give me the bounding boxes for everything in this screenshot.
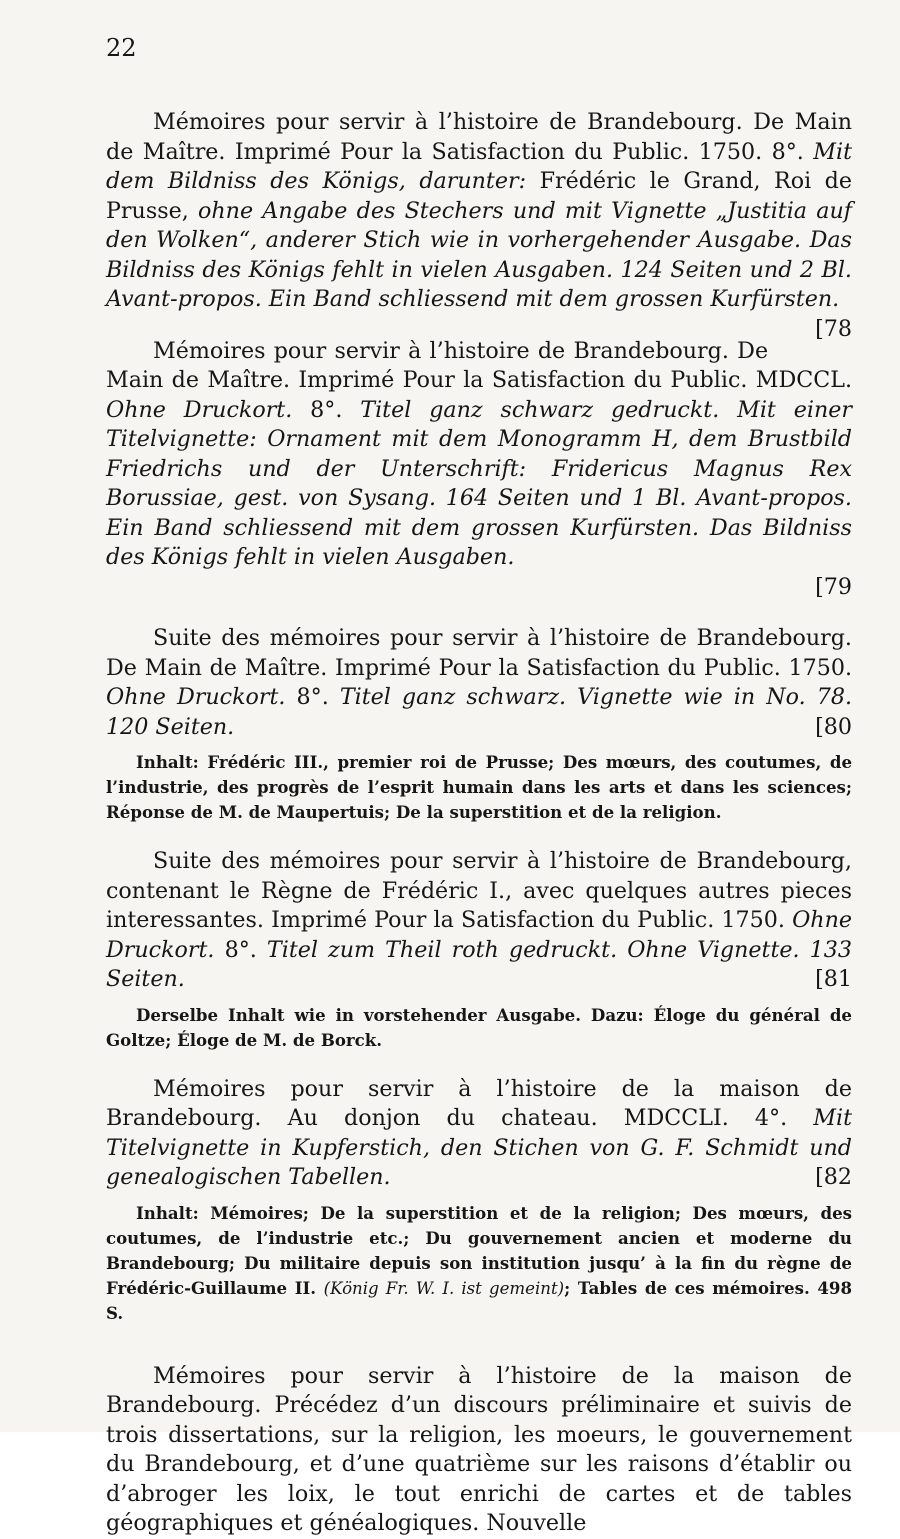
entry-title: Suite des mémoires pour servir à l’histoire de Brandebourg. De Main de Maître. Imprimé Pour la Satisfaction du Public. 1750.: [106, 625, 852, 681]
entry-number: [81: [815, 966, 852, 992]
entry-number: [78: [815, 315, 852, 342]
entry-contents-note: [106, 1201, 852, 1326]
entry-text: [106, 847, 852, 995]
entry-number: [80: [815, 713, 852, 740]
entry-text: [106, 337, 852, 603]
entry-title: Suite des mémoires pour servir à l’histoire de Brandebourg, contenant le Règne de Frédéric I., avec quelques autres pieces interessantes. Imprimé Pour la Satisfaction du Public. 1750.: [106, 848, 852, 933]
bibliography-entry-81: [106, 847, 852, 1053]
entry-description: Titel zum Theil roth gedruckt. Ohne Vignette. 133 Seiten.: [106, 936, 852, 992]
bibliography-entry-83: [106, 1362, 852, 1539]
page-number: 22: [106, 34, 137, 62]
entry-format: 8°.: [296, 684, 340, 710]
bibliography-entry-82: [106, 1075, 852, 1326]
entry-format: 8°.: [224, 936, 267, 963]
entry-inscription: Frédéric le Grand, Roi de Prusse,: [106, 168, 852, 224]
entry-number: [79: [815, 573, 852, 600]
entry-place: Ohne Druckort.: [106, 684, 297, 710]
bibliography-entry-80: [106, 624, 852, 825]
entry-format: 8°.: [310, 396, 361, 423]
entry-contents-note: Inhalt: Frédéric III., premier roi de Prusse; Des mœurs, des coutumes, de l’industrie, des progrès de l’esprit humain dans les arts et dans les sciences; Réponse de M. de Maupertuis; De la superstition et de la religion.: [106, 752, 852, 822]
entry-title: Mémoires pour servir à l’histoire de Brandebourg. De Main de Maître. Imprimé Pour la Satisfaction du Public. 1750. 8°.: [106, 109, 852, 165]
entry-text: [106, 1362, 852, 1539]
entry-contents-note: Derselbe Inhalt wie in vorstehender Ausgabe. Dazu: Éloge du général de Goltze; Éloge de M. de Borck.: [106, 1004, 852, 1050]
entry-place: Ohne Druckort.: [106, 907, 852, 963]
note-text-end: ; Tables de ces mémoires. 498 S.: [106, 1277, 853, 1323]
bibliography-entry-78: [106, 108, 852, 342]
note-italic: (König Fr. W. I. ist gemeint): [323, 1278, 565, 1298]
entry-title: Mémoires pour servir à l’histoire de Brandebourg. De Main de Maître. Imprimé Pour la Satisfaction du Public. MDCCL.: [106, 337, 852, 393]
entry-place: Ohne Druckort.: [106, 396, 311, 423]
entry-description: Titel ganz schwarz gedruckt. Mit einer Titelvignette: Ornament mit dem Monogramm H, dem Brustbild Friedrichs und der Unterschrift: Fridericus Magnus Rex Borussiae, gest. von Sysang. 164 Seiten und 1 Bl. Avant-propos. Ein Band schliessend mit dem grossen Kurfürsten. Das Bildniss des Königs fehlt in vielen Ausgaben.: [106, 396, 852, 570]
entry-title: Mémoires pour servir à l’histoire de la maison de Brandebourg. Précédez d’un discours préliminaire et suivis de trois dissertations, sur la religion, les moeurs, le gouvernement du Brandebourg, et d’une quatrième sur les raisons d’établir ou d’abroger les loix, le tout enrichi de cartes et de tables géographiques et généalogiques. Nouvelle: [106, 1362, 852, 1536]
entry-number: [82: [815, 1164, 852, 1190]
entry-text: [106, 624, 852, 742]
entry-text: [106, 1075, 852, 1193]
entry-note-italic: Mit dem Bildniss des Königs, darunter:: [106, 138, 852, 194]
bibliography-entry-79: [106, 337, 852, 603]
entry-title: Mémoires pour servir à l’histoire de la maison de Brandebourg. Au donjon du chateau. MDCCLI. 4°.: [106, 1075, 852, 1131]
entry-text: [106, 108, 852, 342]
entry-description: Mit Titelvignette in Kupferstich, den Stichen von G. F. Schmidt und genealogischen Tabellen.: [106, 1105, 852, 1190]
entry-description: ohne Angabe des Stechers und mit Vignette „Justitia auf den Wolken“, anderer Stich wie in vorhergehender Ausgabe. Das Bildniss des Königs fehlt in vielen Ausgaben. 124 Seiten und 2 Bl. Avant-propos. Ein Band schliessend mit dem grossen Kurfürsten.: [106, 197, 852, 312]
entry-description: Titel ganz schwarz. Vignette wie in No. 78. 120 Seiten.: [106, 684, 852, 740]
note-text: Inhalt: Mémoires; De la superstition et de la religion; Des mœurs, des coutumes, de l’industrie etc.; Du gouvernement ancien et moderne du Brandebourg; Du militaire depuis son institution jusqu’ à la fin du règne de Frédéric-Guillaume II.: [106, 1202, 852, 1298]
